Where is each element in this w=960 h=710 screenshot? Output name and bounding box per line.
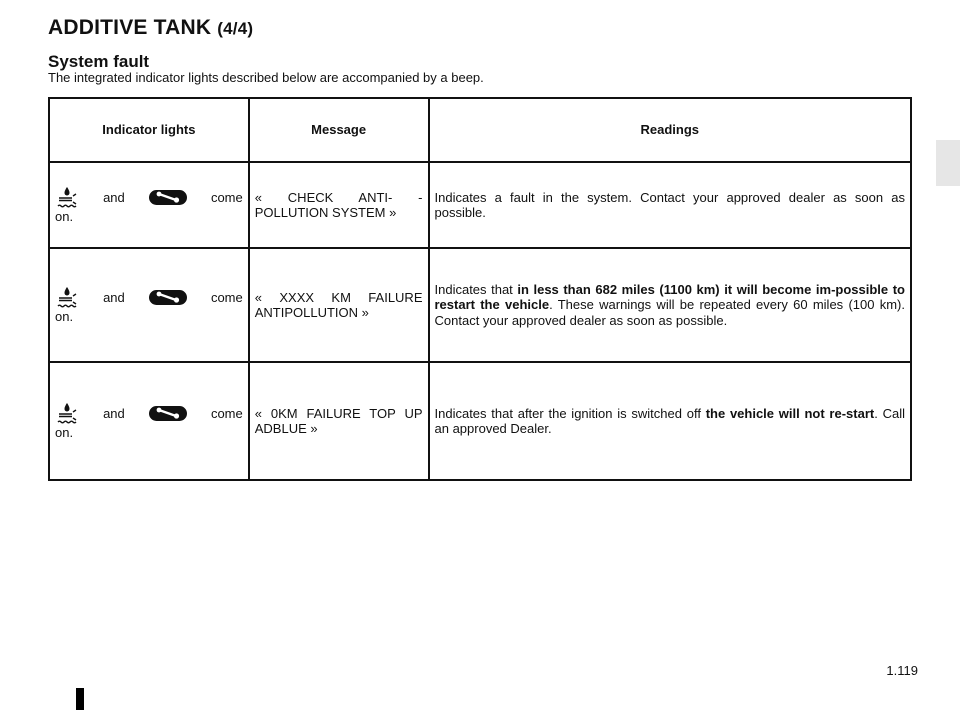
service-wrench-icon [149, 290, 187, 305]
page-title [48, 16, 253, 40]
indicator-cell [49, 362, 249, 480]
fault-table [48, 97, 912, 481]
indicator-cell [49, 248, 249, 362]
indicator-on-text: on. [55, 425, 74, 441]
column-header-message: Message [249, 98, 429, 162]
table-header-row [49, 98, 911, 162]
column-header-indicator: Indicator lights [49, 98, 249, 162]
adblue-warning-icon [55, 185, 79, 209]
intro-text: The integrated indicator lights described below are accompanied by a beep. [48, 70, 484, 85]
message-cell: « XXXX KM FAILURE ANTIPOLLUTION » [249, 248, 429, 362]
readings-text: Indicates that after the ignition is switched off [434, 405, 706, 421]
indicator-and-text: and [103, 189, 125, 205]
indicator-come-text: come [210, 405, 243, 421]
adblue-warning-icon [55, 285, 79, 309]
table-row [49, 162, 911, 248]
service-wrench-icon [149, 190, 187, 205]
column-header-readings: Readings [429, 98, 912, 162]
readings-cell [429, 362, 912, 480]
adblue-warning-icon [55, 401, 79, 425]
indicator-come-text: come [210, 189, 243, 205]
indicator-cell [49, 162, 249, 248]
readings-text: . Call an approved Dealer. [434, 405, 905, 436]
chapter-tab [936, 140, 960, 186]
page-title-text: ADDITIVE TANK [48, 16, 212, 39]
readings-cell: Indicates a fault in the system. Contact your approved dealer as soon as possible. [429, 162, 912, 248]
indicator-on-text: on. [55, 209, 74, 225]
indicator-and-text: and [103, 289, 125, 305]
table-row [49, 248, 911, 362]
readings-text: Indicates that [434, 281, 518, 297]
section-heading: System fault [48, 52, 150, 71]
service-wrench-icon [149, 406, 187, 421]
readings-text: . These warnings will be repeated every 60 miles (100 km). Contact your approved dealer as soon as possible. [434, 297, 906, 328]
indicator-and-text: and [103, 405, 125, 421]
readings-emphasis: the vehicle will not re-start [705, 405, 875, 421]
readings-emphasis: in less than 682 miles (1100 km) it will become im-possible to restart the vehicle [434, 281, 905, 313]
readings-cell [429, 248, 912, 362]
page-number: 1.119 [886, 663, 918, 678]
page-edge-mark [76, 688, 84, 710]
message-cell: « CHECK ANTI- - POLLUTION SYSTEM » [249, 162, 429, 248]
indicator-come-text: come [210, 289, 243, 305]
indicator-on-text: on. [55, 309, 74, 325]
page-title-suffix: (4/4) [217, 19, 254, 38]
message-cell: « 0KM FAILURE TOP UP ADBLUE » [249, 362, 429, 480]
table-row [49, 362, 911, 480]
